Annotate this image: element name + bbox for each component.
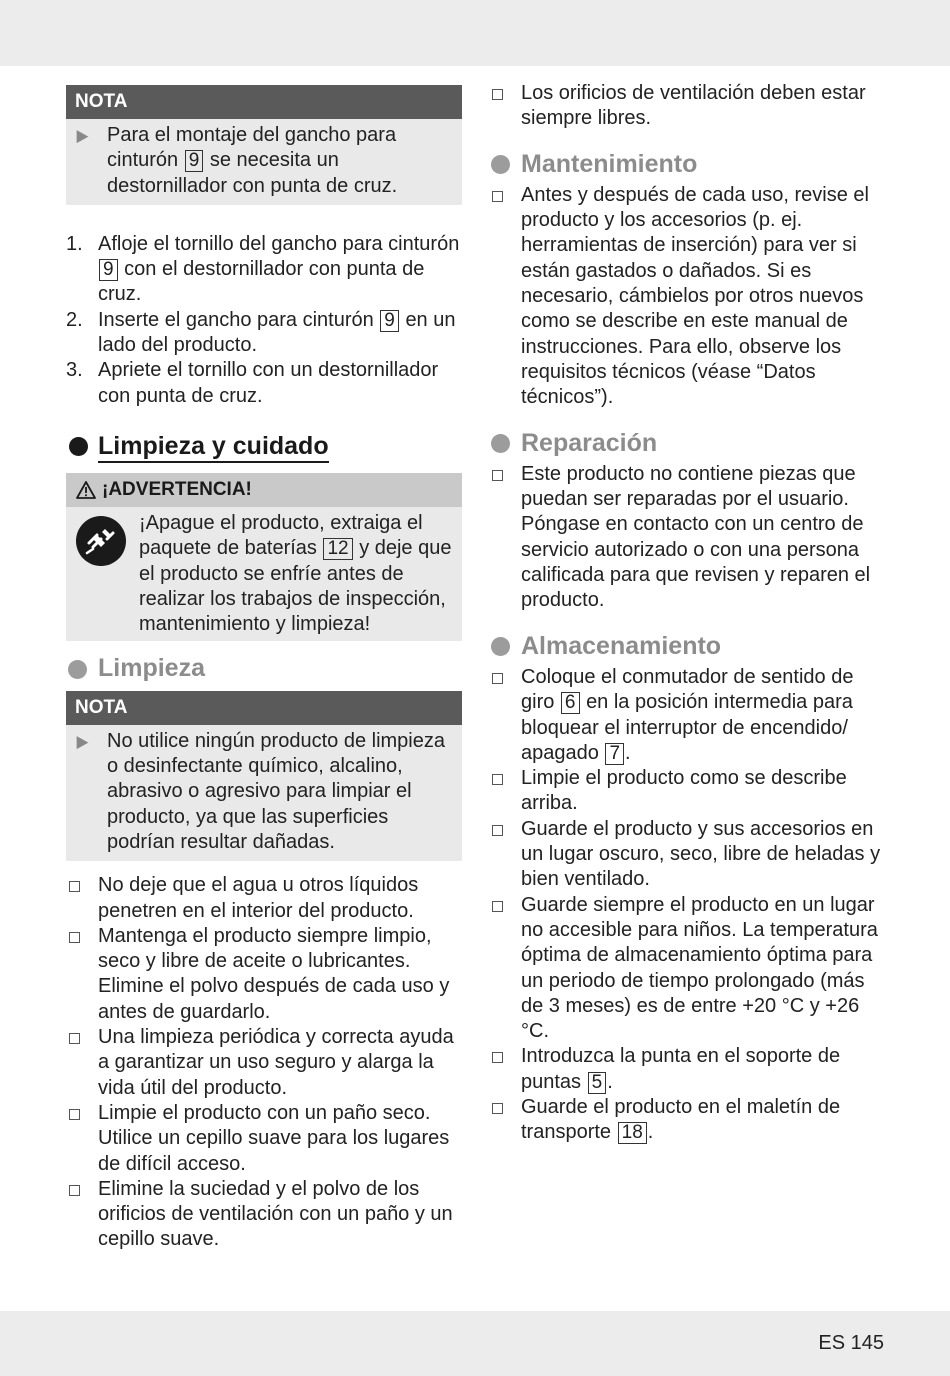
- ventilation-bullet: [489, 81, 889, 132]
- list-item: Limpie el producto con un paño seco. Utilice un cepillo suave para los lugares de difícil acceso.: [66, 1101, 462, 1177]
- ref-badge: 6: [561, 692, 580, 714]
- header-band: [0, 0, 950, 66]
- ref-badge: 9: [99, 259, 118, 281]
- ref-badge: 9: [185, 150, 204, 172]
- checkbox-bullet-icon: [489, 81, 521, 132]
- note-heading: NOTA: [66, 85, 462, 119]
- maintenance-bullets: [489, 183, 889, 411]
- checkbox-bullet-icon: [66, 1177, 98, 1253]
- repair-bullets: [489, 462, 889, 614]
- arrow-icon: ▶: [76, 126, 89, 145]
- warning-heading: ¡ADVERTENCIA!: [66, 473, 462, 507]
- list-item: Elimine la suciedad y el polvo de los orificios de ventilación con un paño y un cepillo suave.: [66, 1177, 462, 1253]
- numbered-steps: [66, 232, 462, 409]
- checkbox-bullet-icon: [66, 1101, 98, 1177]
- section-heading-cleaning-care: Limpieza y cuidado: [66, 431, 462, 463]
- subsection-heading-repair: Reparación: [489, 431, 889, 456]
- warning-triangle-icon: [76, 481, 96, 499]
- list-item: Introduzca la punta en el soporte de puntas 5 .: [489, 1044, 889, 1095]
- bullet-dot-icon: [491, 155, 510, 174]
- bullet-dot-icon: [68, 660, 87, 679]
- list-item: Antes y después de cada uso, revise el producto y los accesorios (p. ej. herramientas de inserción) para ver si están gastados o dañados. Si es necesario, cámbielos por otros nuevos como se describe en este manual de instrucciones. Para ello, observe los requisitos técnicos (véase “Datos técnicos”).: [489, 183, 889, 411]
- left-column: [66, 85, 462, 1253]
- checkbox-bullet-icon: [489, 462, 521, 614]
- note-heading: NOTA: [66, 691, 462, 725]
- ref-badge: 5: [588, 1072, 607, 1094]
- subsection-heading-maintenance: Mantenimiento: [489, 152, 889, 177]
- ref-badge: 18: [618, 1122, 647, 1144]
- list-item: Guarde el producto en el maletín de transporte 18 .: [489, 1095, 889, 1146]
- checkbox-bullet-icon: [66, 1025, 98, 1101]
- list-item: Coloque el conmutador de sentido de giro 6 en la posición intermedia para bloquear el interruptor de encendido/ apagado 7 .: [489, 665, 889, 766]
- ref-badge: 12: [323, 538, 352, 560]
- list-item: 3. Apriete el tornillo con un destornillador con punta de cruz.: [66, 359, 439, 407]
- checkbox-bullet-icon: [66, 924, 98, 1025]
- bullet-dot-icon: [491, 637, 510, 656]
- list-item: Limpie el producto como se describe arriba.: [489, 766, 889, 817]
- checkbox-bullet-icon: [489, 665, 521, 766]
- list-item: Mantenga el producto siempre limpio, seco y libre de aceite o lubricantes. Elimine el polvo después de cada uso y antes de guardarlo.: [66, 924, 462, 1025]
- ref-badge: 7: [605, 743, 624, 765]
- list-item: Guarde el producto y sus accesorios en un lugar oscuro, seco, libre de heladas y bien ventilado.: [489, 817, 889, 893]
- arrow-icon: ▶: [76, 731, 89, 751]
- list-item: Una limpieza periódica y correcta ayuda a garantizar un uso seguro y alarga la vida útil del producto.: [66, 1025, 462, 1101]
- checkbox-bullet-icon: [489, 1095, 521, 1146]
- checkbox-bullet-icon: [66, 873, 98, 924]
- checkbox-bullet-icon: [489, 817, 521, 893]
- ref-badge: 9: [380, 310, 399, 332]
- warning-text: ¡Apague el producto, extraiga el paquete de baterías 12 y deje que el producto se enfríe antes de realizar los trabajos de inspección, mantenimiento y limpieza!: [139, 511, 452, 636]
- checkbox-bullet-icon: [489, 1044, 521, 1095]
- list-item: Guarde siempre el producto en un lugar no accesible para niños. La temperatura óptima de almacenamiento óptima para un periodo de tiempo prolongado (más de 3 meses) es de entre +20 °C y +26 °C.: [489, 893, 889, 1045]
- footer-band: [0, 1311, 950, 1376]
- bullet-dot-icon: [69, 437, 88, 456]
- note-text: Para el montaje del gancho para cinturón 9 se necesita un destornillador con punta de cruz.: [107, 124, 398, 197]
- list-item: 1. Afloje el tornillo del gancho para cinturón 9 con el destornillador con punta de cruz.: [66, 232, 460, 306]
- list-item: Los orificios de ventilación deben estar siempre libres.: [489, 81, 889, 132]
- list-item: 2. Inserte el gancho para cinturón 9 en un lado del producto.: [66, 308, 456, 357]
- storage-bullets: [489, 665, 889, 1146]
- subsection-heading-cleaning: Limpieza: [66, 656, 462, 681]
- note-text: No utilice ningún producto de limpieza o desinfectante químico, alcalino, abrasivo o agresivo para limpiar el producto, ya que las superficies podrían resultar dañadas.: [107, 729, 445, 853]
- bullet-dot-icon: [491, 434, 510, 453]
- subsection-heading-storage: Almacenamiento: [489, 634, 889, 659]
- checkbox-bullet-icon: [489, 893, 521, 1045]
- note-box-chemicals: [66, 691, 462, 861]
- list-item: No deje que el agua u otros líquidos penetren en el interior del producto.: [66, 873, 462, 924]
- unplug-battery-icon: [75, 515, 127, 567]
- checkbox-bullet-icon: [489, 766, 521, 817]
- list-item: Este producto no contiene piezas que puedan ser reparadas por el usuario. Póngase en contacto con un centro de servicio autorizado o con una persona calificada para que revisen y reparen el producto.: [489, 462, 889, 614]
- cleaning-bullets: [66, 873, 462, 1252]
- warning-box: [66, 473, 462, 641]
- checkbox-bullet-icon: [489, 183, 521, 411]
- right-column: [489, 81, 889, 1146]
- page-number: ES 145: [818, 1332, 884, 1354]
- note-box-belt-clip: [66, 85, 462, 205]
